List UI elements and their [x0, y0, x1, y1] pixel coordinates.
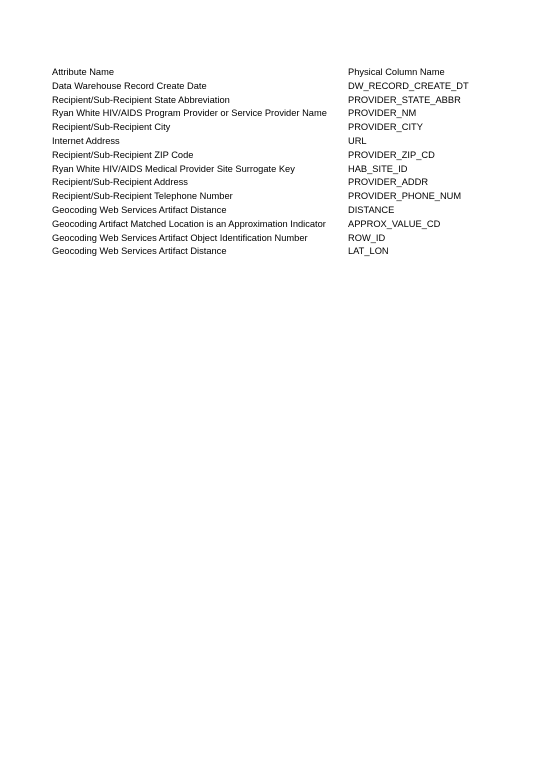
table-row: [52, 149, 472, 163]
physical-column-cell: PROVIDER_ADDR: [348, 177, 429, 188]
attribute-name-cell: Recipient/Sub-Recipient State Abbreviation: [52, 94, 230, 105]
table-row: [52, 80, 472, 94]
physical-column-cell: URL: [348, 135, 367, 146]
table-row: [52, 245, 472, 259]
table-row: [52, 218, 472, 232]
table-row: [52, 107, 472, 121]
attribute-name-cell: Recipient/Sub-Recipient Address: [52, 177, 188, 188]
physical-column-cell: APPROX_VALUE_CD: [348, 218, 441, 229]
attribute-name-cell: Geocoding Web Services Artifact Distance: [52, 204, 227, 215]
table-row: [52, 190, 472, 204]
physical-column-cell: LAT_LON: [348, 246, 389, 257]
physical-column-cell: PROVIDER_CITY: [348, 122, 423, 133]
table-row: [52, 163, 472, 177]
physical-column-cell: PROVIDER_ZIP_CD: [348, 149, 435, 160]
attribute-name-cell: Recipient/Sub-Recipient City: [52, 122, 171, 133]
physical-column-name-header: Physical Column Name: [348, 67, 445, 77]
table-row: [52, 232, 472, 246]
physical-column-cell: PROVIDER_STATE_ABBR: [348, 94, 461, 105]
physical-column-cell: PROVIDER_NM: [348, 108, 417, 119]
table-header-row: [52, 66, 472, 80]
attribute-table: [52, 66, 472, 259]
attribute-name-cell: Geocoding Web Services Artifact Distance: [52, 246, 227, 257]
table-row: [52, 176, 472, 190]
table-row: [52, 94, 472, 108]
physical-column-cell: HAB_SITE_ID: [348, 163, 408, 174]
physical-column-cell: ROW_ID: [348, 232, 386, 243]
attribute-name-cell: Internet Address: [52, 135, 120, 146]
attribute-name-cell: Recipient/Sub-Recipient ZIP Code: [52, 149, 194, 160]
physical-column-cell: DW_RECORD_CREATE_DT: [348, 80, 469, 91]
attribute-name-cell: Geocoding Web Services Artifact Object Identification Number: [52, 232, 308, 243]
physical-column-cell: PROVIDER_PHONE_NUM: [348, 191, 462, 202]
attribute-name-cell: Recipient/Sub-Recipient Telephone Number: [52, 191, 233, 202]
table-row: [52, 121, 472, 135]
attribute-name-header: Attribute Name: [52, 67, 115, 77]
attribute-name-cell: Geocoding Artifact Matched Location is an Approximation Indicator: [52, 218, 326, 229]
table-row: [52, 204, 472, 218]
physical-column-cell: DISTANCE: [348, 204, 395, 215]
attribute-name-cell: Ryan White HIV/AIDS Program Provider or Service Provider Name: [52, 108, 327, 119]
attribute-name-cell: Data Warehouse Record Create Date: [52, 80, 207, 91]
attribute-name-cell: Ryan White HIV/AIDS Medical Provider Site Surrogate Key: [52, 163, 295, 174]
table-row: [52, 135, 472, 149]
